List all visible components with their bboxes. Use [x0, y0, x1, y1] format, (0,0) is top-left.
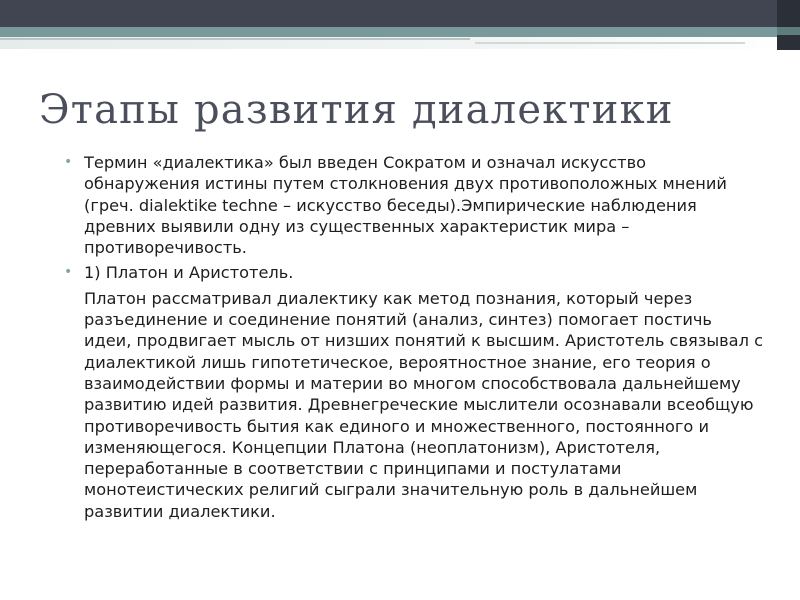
- header-line: [475, 42, 745, 44]
- header-corner-accent: [777, 0, 800, 50]
- bullet-text: Термин «диалектика» был введен Сократом и означал искусство обнаружения истины путем столкновения двух противоположных мнений (греч. dialektike techne – искусство беседы).Эмпирические наблюдения древних выявили одну из существенных характеристик мира – противоречивость.: [84, 153, 727, 258]
- header-line: [0, 38, 470, 40]
- slide-title: Этапы развития диалектики: [39, 87, 674, 133]
- body-paragraph: Платон рассматривал диалектику как метод познания, который через разъединение и соединение понятий (анализ, синтез) помогает постичь идеи, продвигает мысль от низших понятий к высшим. Аристотель связывал с диалектикой лишь гипотетическое, вероятностное знание, его теория о взаимодействии формы и материи во многом способствовала дальнейшему развитию идей развития. Древнегреческие мыслители осознавали всеобщую противоречивость бытия как единого и множественного, постоянного и изменяющегося. Концепции Платона (неоплатонизм), Аристотеля, переработанные в соответствии с принципами и постулатами монотеистических религий сыграли значительную роль в дальнейшем развитии диалектики.: [84, 288, 763, 521]
- bullet-item: [64, 262, 764, 283]
- header-dark-bar: [0, 0, 800, 27]
- header-teal-band: [0, 27, 800, 37]
- bullet-icon: •: [64, 264, 73, 281]
- bullet-icon: •: [64, 154, 73, 170]
- bullet-text: 1) Платон и Аристотель.: [84, 263, 294, 283]
- header-corner-accent-teal: [777, 27, 800, 35]
- bullet-item: [64, 152, 764, 258]
- slide-content: [64, 152, 764, 522]
